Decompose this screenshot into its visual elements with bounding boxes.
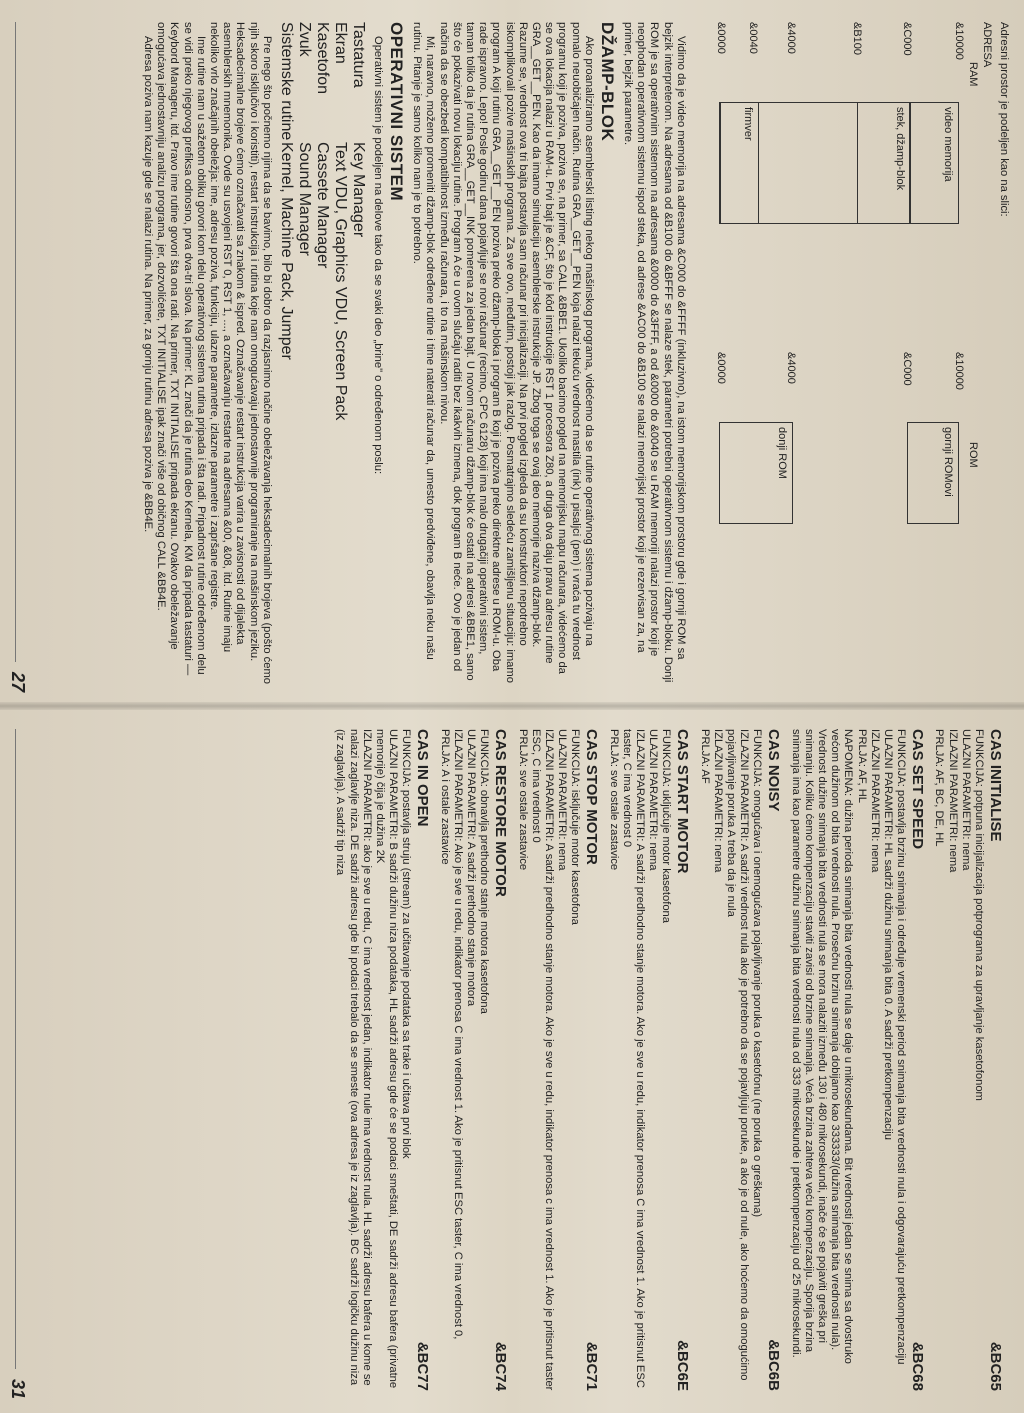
section-title: CAS START MOTOR [674, 729, 692, 874]
paragraph-os-address: Adresa poziva nam kazuje gde se nalazi rutina. Na primer, za gornju rutinu adresa poziva je &BB4E. [141, 36, 154, 533]
footer-rule [15, 729, 16, 1369]
section-title: CAS STOP MOTOR [583, 729, 601, 865]
section-line: ULAZNI PARAMETRI: B sadrži dužinu niza podataka, HL sadrži adresu gde će se podaci smeštati, DE sadrži adresu bafera (privatne memorije) čija je dužina 2K [374, 729, 400, 1389]
section-line: IZLAZNI PARAMETRI: Ako je sve u redu, indikator prenosa C ima vrednost 1. Ako je pritisnut ESC taster, C ima vrednost 0, [451, 729, 464, 1340]
map-addr-0000: &0000 [714, 22, 727, 54]
section-heading [492, 729, 509, 1391]
section-line: IZLAZNI PARAMETRI: nema [868, 729, 881, 873]
paragraph-dzamp-2: Mi, naravno, možemo promeniti džamp-blok određene rutine i time naterati računar da, umesto predviđene, obavlja neku našu rutinu. Pitanje je samo koliko nam je to potrebno. [411, 22, 437, 660]
map-addr-10000: &10000 [952, 22, 965, 60]
page-number-right: 31 [8, 1379, 28, 1400]
paragraph-memory: Vidimo da je video memorija na adresama &C000 do &FFFF (inkluzivno), na istom memorijskom prostoru gde i gornji ROM sa bejzik interpreterom. Na adresama od &B100 do &BFFF se nalaze stek, parametri potrebni operativnom sistemu i džamp-bloku. Donji ROM je sa operativnim sistemom na adresama &0000 do &3FFF, a od &0000 do &0040 se u RAM memoriji nalazi prostor koji je neophodan operativnom sistemu ispod steka, od adrese &AC00 do &B100 se nalazi memorijski prostor koji je rezervisan za, na primer, bejzik parametre. [621, 22, 687, 683]
section-address: &BC77 [414, 1341, 432, 1391]
section-line: FUNKCIJA: postavlja brzinu snimanja i određuje vremenski period snimanja bita vrednosti nula i odgovarajuću pretkompenzaciju [895, 729, 908, 1365]
section-line: FUNKCIJA: isključuje motor kasetofona [569, 729, 582, 925]
paragraph-os-notation: Pre nego što počnemo njima da se bavimo, bilo bi dobro da razjasnimo načine obeležavanja heksadecimalnih brojeva (pošto ćemo njih skoro isključivo i koristiti), restart instrukcija i rutina koje nam omogućavaju jednostavnije programiranje na mašinskom jeziku. Heksadecimalne brojeve ćemo označavati sa znakom & ispred. Označavanje restart instrukcija varira u zavisnosti od dijalekta asemblerskih mnemonika. Ovde su usvojeni RST 0, RST 1, ..., a označavanju restarte na adresama &00, &08, itd. Rutine imaju nekoliko vrlo značajnih obeležja: ime, adresu poziva, funkciju, ulazne parametre, izlazne parametre i zapršane registre. [207, 22, 273, 685]
section-line: FUNKCIJA: postavlja struju (stream) za učitavanje podataka sa trake i učitava prvi blok [400, 729, 413, 1159]
section-line: NAPOMENA: dužina perioda snimanja bita vrednosti nula se daje u mikrosekundama. Bit vrednosti jedan se snima sa dvostruko većom dužinom od bita vrednosti nula. Prosečnu brzinu snimanja dobijamo kao 333333/(dužina snimanja bita vrednosti nula). Vrednost dužine snimanja bita vrednosti nula se mora nalaziti između 130 i 480 mikrosekundi, inače će se pojaviti greška pri snimanju. Koliku ćemo kompenzaciju staviti zavisi od brzine snimanja. Veća brzina zahteva veću kompenzaciju. Sporija brzina snimanja ima kao parametre dužinu snimanja bita vrednosti nula od 333 mikrosekunde i pretkompenzaciju od 25 mikrosekundi. [789, 729, 855, 1364]
section-heading [987, 729, 1004, 1391]
section-line: PRLJA: A i ostale zastavice [438, 729, 451, 865]
section-address: &BC68 [909, 1341, 927, 1391]
section-line: PRLJA: sve ostale zastavice [516, 729, 529, 871]
map-addr-b100: &B100 [850, 22, 863, 56]
heading-dzamp-blok: DŽAMP-BLOK [597, 22, 617, 142]
map-box-stack-jumpblock: stek, džamp-blok [857, 102, 911, 224]
map-box-firmware: firmver [719, 102, 759, 224]
os-parts-list [277, 22, 367, 684]
map-col-ram: RAM [966, 62, 979, 87]
os-part-row: Ekran Text VDU, Graphics VDU, Screen Pack [331, 22, 349, 421]
section-line: IZLAZNI PARAMETRI: nema [946, 729, 959, 873]
section-heading [583, 729, 600, 1391]
section-line: PRLJA: sve ostale zastavice [607, 729, 620, 871]
map-col-rom: ROM [966, 442, 979, 468]
heading-operativni-sistem: OPERATIVNI SISTEM [386, 22, 406, 202]
section-line: PRLJA: AF, HL [855, 729, 868, 803]
section-line: ULAZNI PARAMETRI: A sadrži prethodno stanje motora [465, 729, 478, 1007]
section-address: &BC6B [765, 1339, 783, 1391]
section-address: &BC71 [583, 1341, 601, 1391]
section-title: CAS RESTORE MOTOR [492, 729, 510, 897]
os-part-row: Sistemske rutine Kernel, Machine Pack, Jumper [277, 22, 295, 360]
section-heading [909, 729, 926, 1391]
paragraph-dzamp-1: Ako proanaliziramo asemblerski listing nekog mašinskog programa, videćemo da se rutine operativnog sistema pozivaju na pomalo neuobičajen način. Rutina GRA__GET__PEN koja nalazi tekuću vrednost mastila (ink) u pisaljci (pen) i vraća tu vrednost programu koji je poziva, poziva se, na primer, sa CALL &BBE1. Ukoliko bacimo pogled na memorijsku mapu računara, videćemo da se ova lokacija nalazi u RAM-u. Prvi bajt je &CF, što je kôd instrukcije RST 1 procesora Z80, a druga dva daju pravu adresu rutine GRA__GET__PEN. Kao da imamo simulaciju asemblerske instrukcije JP. Zbog toga se ovaj deo memorije naziva džamp-blok. Razume se, vrednost ova tri bajta postavlja sam računar pri inicijalizaciji. Na prvi pogled izgleda da su konstruktori nepotrebno iskomplikovali pozive mašinskih programa. Za sve ovo, međutim, postoji jak razlog. Posmatrajmo sledeću zamišljenu situaciju: imamo program A koji rutinu GRA__GET__PEN poziva preko džamp-bloka i program B koji je poziva preko direktne adrese u ROM-u. Oba rade ispravno. Lepo! Posle godinu dana pojavljuje se novi računar (recimo, CPC 6128) koji ima malo drugačiji operativni sistem, taman toliko da je rutina GRA__GET__INK pomerena za jedan bajt. U novom računaru džamp-blok će ostati na adresi &BBE1, samo što će pokazivati novu lokaciju rutine. Program A će u ovom slučaju raditi bez ikakvih izmena, dok program B neće. Ovo je jedan od načina da se obezbedi kompatibilnost između računara, i to na mašinskom nivou. [437, 22, 595, 683]
section-heading [765, 729, 782, 1391]
section-line: ULAZNI PARAMETRI: nema [556, 729, 569, 871]
section-title: CAS SET SPEED [909, 729, 927, 850]
section-line: IZLAZNI PARAMETRI: nema [711, 729, 724, 873]
map-addr-4000: &4000 [784, 22, 797, 54]
os-part-row: Tastatura Key Manager [349, 22, 367, 238]
section-address: &BC74 [492, 1341, 510, 1391]
section-line: IZLAZNI PARAMETRI: A sadrži predhodno stanje motora. Ako je sve u redu, indikator prenosa c ima vrednost 1. Ako je pritisnut taster ESC, C ima vrednost 0 [529, 729, 555, 1391]
map-box-lower-rom: donji ROM [719, 422, 793, 524]
section-line: IZLAZNI PARAMETRI: ako je sve u redu, C ima vrednost jedan, indikator nule ima vrednost nula. HL sadrži adresu bafera u kome se nalazi zaglavlje niza. DE sadrži adresu gde bi podaci trebalo da se smeste (ova adresa je iz zaglavlja). BC sadrži logičku dužinu niza (iz zaglavlja). A sadrži tip niza [334, 729, 373, 1386]
footer-rule [15, 22, 16, 662]
page-number-left: 27 [8, 672, 28, 693]
os-part-row: Zvuk Sound Manager [295, 22, 313, 256]
section-line: ULAZNI PARAMETRI: nema [647, 729, 660, 871]
section-address: &BC65 [987, 1341, 1004, 1391]
section-line: FUNKCIJA: potpuna inicijalizacija potprograma za upravljanje kasetofonom [973, 729, 985, 1101]
map-box-video-memory: video memorija [909, 102, 959, 224]
right-page-content [333, 729, 1010, 1391]
section-title: CAS IN OPEN [414, 729, 432, 827]
section-address: &BC6E [674, 1340, 692, 1391]
section-heading [415, 729, 432, 1391]
memory-map [693, 22, 993, 684]
map-box-upper-roms: gornji ROMovi [907, 422, 959, 524]
map-addr-c000: &C000 [900, 22, 913, 56]
left-page [0, 0, 1024, 706]
map-rom-addr-0000: &0000 [714, 352, 727, 384]
map-rom-addr-c000: &C000 [900, 352, 913, 386]
os-part-row: Kasetofon Cassete Manager [313, 22, 331, 269]
section-line: FUNKCIJA: obnavlja prethodno stanje motora kasetofona [478, 729, 491, 1014]
section-line: IZLAZNI PARAMETRI: A sadrži predhodno stanje motora. Ako je sve u redu, indikator prenosa C ima vrednost 1. Ako je pritisnut ESC taster, C ima vrednost 0 [620, 729, 646, 1388]
section-line: ULAZNI PARAMETRI: nema [959, 729, 972, 871]
paragraph-os-names: Ime rutine nam u sažetom obliku govori kom delu operativnog sistema rutina pripada i šta radi. Pripadnost rutine određenom delu se vidi preko njegovog prefiksa odnosno, prva dva-tri slova. Na primer: KL znači da je rutina deo Kernela, KM da pripada tastaturi — Keybord Manageru, itd. Pravo ime rutine govori šta ona radi. Na primer, TXT INITIALISE pripada ekranu. Ovakvo obeležavanje omogućava jednostavniju analizu programa, jer, dozvolićete, TXT INITIALISE ipak znači više od običnog CALL &BB4E. [155, 22, 207, 676]
section-line: FUNKCIJA: uključuje motor kasetofona [660, 729, 673, 923]
map-addr-0040: &0040 [746, 22, 759, 54]
paragraph-os-intro: Operativni sistem je podeljen na delove tako da se svaki deo „brine" o određenom poslu: [371, 36, 384, 475]
section-title: CAS INITIALISE [987, 729, 1004, 842]
section-line: PRLJA: AF [698, 729, 711, 784]
map-col-adresa: ADRESA [980, 22, 993, 68]
memory-intro: Adresni prostor je podeljen kao na slici: [998, 22, 1010, 217]
map-rom-addr-10000: &10000 [952, 352, 965, 390]
section-line: ULAZNI PARAMETRI: HL sadrži dužinu snimanja bita 0. A sadrži pretkompenzaciju [881, 729, 894, 1140]
section-line: PRLJA: AF, BC, DE, HL [933, 729, 946, 847]
map-rom-addr-4000: &4000 [784, 352, 797, 384]
section-heading [674, 729, 691, 1391]
section-line: IZLAZNI PARAMETRI: A sadrži vrednost nula ako je potrebno da se pojavljuju poruke, a ako je od nule, ako hoćemo da omogućimo pojavljivanje poruka A treba da je nula [724, 729, 751, 1381]
right-page [0, 707, 1024, 1413]
section-line: FUNKCIJA: omogućava i onemogućava pojavljivanje poruka o kasetofonu (ne poruka o greškama) [751, 729, 764, 1218]
section-title: CAS NOISY [765, 729, 783, 812]
